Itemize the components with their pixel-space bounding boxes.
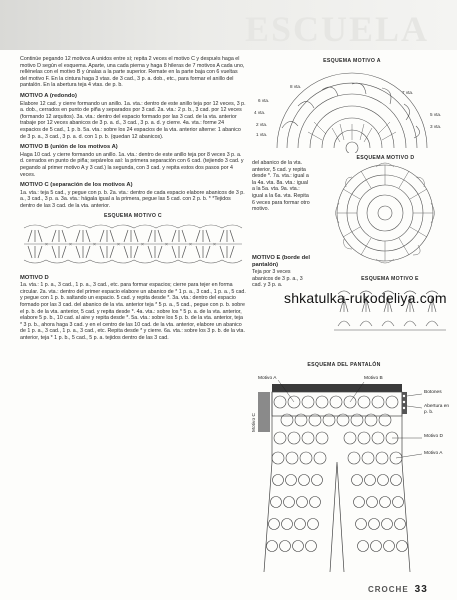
motif-a-diagram <box>252 58 452 153</box>
motif-a-diagram-label: ESQUEMA MOTIVO A <box>323 58 381 64</box>
continuation-paragraph: del abanico de la vta. anterior, 5 cad. y repita desde *. 7a. vta.: igual a la 4a. vta. 8a. vta.: igual a la 5a. vta. 9a. vta.: igual a la 6a. vta. Repita 6 veces para formar otro motivo. <box>252 160 310 213</box>
motif-e-chart <box>330 276 450 336</box>
svg-text:×: × <box>45 242 48 249</box>
pants-label-motif-c: Motivo C <box>252 413 257 432</box>
round-label-8: 8 vta. <box>290 84 302 89</box>
motif-a-heading: MOTIVO A (redondo) <box>20 92 77 99</box>
svg-text:×: × <box>165 242 168 249</box>
motif-c-chart <box>20 220 246 268</box>
motif-d-paragraph: 1a. vta.: 1 p. a., 3 cad., 1 p. a., 3 cad., etc. para formar espacios; cierre para tejer en forma circular. 2a. vta.: dentro del primer espacio elabore un abanico de * 1 p. a., 3 cad., 1 p. a., 5 cad. y pegue con 1 p. b. saltando un espacio. 5 cad. y repita desde *. 3a. vta.: dentro del espacio formado por las 3 cad. del abanico de la vta. anterior teja * 5 p. a., 5 cad., pegue con p. b. sobre el p. b. de la vta. anterior, 5 cad. y repita desde *. 4a. vta.: sobre los * 5 p. a. de la vta. anterior, elabore 5 p. b., 10 cad. al aire y repita desde *. 5a. vta.: sobre los 5 p. b. de la vta. anterior, teja * 3 p. b., ahora haga 3 cad. y en el centro de las 10 cad. de la vta. anterior, elabore un abanico de 1 p. a., 3 cad., 1 p. a., 3 cad., etc. Repita desde * y cierre. 6a. vta.: sobre los 3 p. b. de la vta. anterior, teja * 1 p. b., 5 cad., 5 p. a. tejidos dentro de las 3 cad. <box>20 282 246 341</box>
motif-c-diagram-label: ESQUEMA MOTIVO C <box>104 213 162 220</box>
svg-text:×: × <box>141 242 144 249</box>
round-label-2: 2 vta. <box>256 122 268 127</box>
motif-c-heading: MOTIVO C (separación de los motivos A) <box>20 182 133 189</box>
motif-b-heading: MOTIVO B (unión de los motivos A) <box>20 144 118 151</box>
intro-paragraph: Continúe pegando 12 motivos A unidos entre sí; repita 2 veces el motivo C y después haga el motivo D según el esquema. Aparte, una cada pierna y haga 8 hileras de 7 motivos A cada uno, rellénelas con el motivo B y únalas a la parte superior. Remate en la parte baja con 6 vueltas del motivo F. En la cintura haga 3 vtas. de 3 cad., 3 p. a. dob., etc., para formar el anillo del pantalón. En la abertura teja 4 vtas. de p. b. <box>20 56 245 89</box>
motif-e-paragraph: Teja por 3 veces abanicos de 3 p. a., 3 cad. y 3 p. a. <box>252 269 303 289</box>
watermark-text: shkatulka-rukodeliya.com <box>284 290 447 306</box>
motif-c-diagram <box>20 213 246 270</box>
round-label-6: 6 vta. <box>258 98 270 103</box>
round-label-7: 7 vta. <box>402 90 414 95</box>
svg-text:×: × <box>189 242 192 249</box>
motif-a-paragraph: Elabore 12 cad. y cierre formando un anillo. 1a. vta.: dentro de este anillo teja por 12 veces, 3 p. a. dob., cerrados en punto de piña y separados por 3 cad. 2a. vta.: 2 p. b., 3 cad. por 12 veces (formando 12 arquitos). 3a. vta.: dentro del espacio formado por las 3 cad. de la vta. anterior trabaje por 12 veces abanicos de 3 p. a. d., 3 cad., 3 p. a. d. y cierre. 4a. vta.: forme 24 espacios de 5 cad., 1 p. b. 5a. vta.: sobre los 24 espacios de la vta. anterior alterne: 1 abanico de 3 p. a., 3 cad., 3 p. a. d. con 1 p. b. (quedan 12 abanicos). <box>20 100 246 140</box>
round-label-4: 4 vta. <box>254 110 266 115</box>
motif-d-continuation <box>252 160 312 213</box>
instructions-column <box>20 56 246 346</box>
svg-text:×: × <box>117 242 120 249</box>
footer-section: CROCHE <box>368 585 409 594</box>
pants-label-motif-b: Motivo B <box>364 376 383 381</box>
svg-text:×: × <box>93 242 96 249</box>
round-label-5: 5 vta. <box>430 112 442 117</box>
motif-d-heading: MOTIVO D <box>20 274 49 281</box>
svg-text:×: × <box>213 242 216 249</box>
page-footer <box>368 584 428 595</box>
round-label-3: 3 vta. <box>430 124 442 129</box>
pants-label-abertura: Abertura en p. b. <box>424 404 450 415</box>
pants-label-botones: Botones <box>424 390 442 395</box>
pants-diagram <box>254 362 454 582</box>
motif-e-diagram <box>330 276 450 336</box>
motif-d-diagram-label: ESQUEMA MOTIVO D <box>356 155 415 161</box>
motif-d-chart <box>318 155 453 265</box>
pants-label-motif-d: Motivo D <box>424 434 443 439</box>
svg-text:×: × <box>69 242 72 249</box>
header-ghost-title: ESCUELA <box>245 9 430 49</box>
motif-e-diagram-label: ESQUEMA MOTIVO E <box>361 276 419 282</box>
motif-a-chart <box>252 58 452 153</box>
motif-b-paragraph: Haga 10 cad. y cierre formando un anillo. 1a. vta.: dentro de este anillo teja por 8 veces 3 p. a. d. cerrados en punto de piña; sepárelos así: la primera separación con 6 cad. (tejiendo 3 cad. y pegando al primer motivo A y 3 cad.) la segunda, con 3 cad. y repita estos dos pasos por 4 veces. <box>20 151 244 178</box>
motif-e-heading: MOTIVO E (borde del pantalón) <box>252 255 310 268</box>
page-number: 33 <box>414 584 428 595</box>
pants-diagram-label: ESQUEMA DEL PANTALÓN <box>307 362 381 368</box>
pants-label-motif-a: Motivo A <box>258 376 277 381</box>
motif-c-paragraph: 1a. vta.: teja 5 cad., y pegue con p. b. 2a. vta.: dentro de cada espacio elabore abanicos de 3 p. a., 3 cad., 3 p. a. 3a. vta.: hágala igual a la primera, pegue las 5 cad. con 2 p. b. * *Tejidos dentro de las 3 cad. de la vta. anterior. <box>20 189 245 209</box>
pants-label-motif-a2: Motivo A <box>424 451 443 456</box>
motif-e-text <box>252 251 312 289</box>
round-label-1: 1 vta. <box>256 132 268 137</box>
motif-d-diagram <box>318 155 453 265</box>
